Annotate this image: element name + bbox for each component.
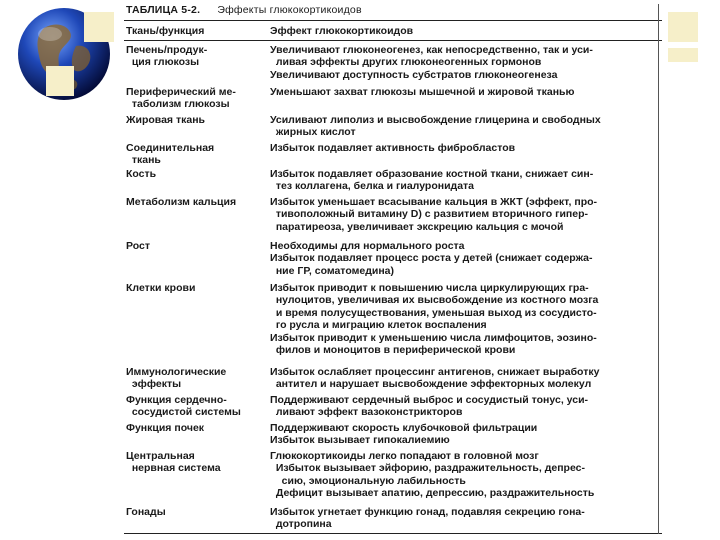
row-tissue: Печень/продук- ция глюкозы [126,44,208,69]
row-tissue: Соединительная ткань [126,142,215,167]
page-edge-line [658,4,659,534]
divider [124,40,662,41]
row-effect: Усиливают липолиз и высвобождение глицерина и свободных жирных кислот [270,114,601,139]
row-tissue: Функция сердечно- сосудистой системы [126,394,241,419]
column-header-effect: Эффект глюкокортикоидов [270,25,414,37]
divider [124,20,662,21]
row-tissue: Периферический ме- таболизм глюкозы [126,86,236,111]
row-effect: Увеличивают глюконеогенез, как непосредственно, так и уси- ливая эффекты других глюконеогенных гормонов Увеличивают доступность субстратов глюконеогенеза [270,44,593,81]
row-tissue: Метаболизм кальция [126,196,237,208]
row-tissue: Жировая ткань [126,114,206,126]
column-header-tissue: Ткань/функция [126,25,205,37]
row-effect: Избыток подавляет активность фибробластов [270,142,516,154]
row-effect: Избыток ослабляет процессинг антигенов, снижает выработку антител и нарушает высвобождение эффекторных молекул [270,366,600,391]
table-caption [126,4,362,16]
row-tissue: Центральная нервная система [126,450,221,475]
row-tissue: Иммунологические эффекты [126,366,227,391]
table-scan [120,0,666,540]
row-effect: Избыток приводит к повышению числа циркулирующих гра- нулоцитов, увеличивая их высвобождение из костного мозга и время полусуществования, уменьшая выход из сосудисто- го русла и миграцию клеток воспаления Избыток приводит к уменьшению числа лимфоцитов, эозино- филов и моноцитов в периферической крови [270,282,599,357]
row-effect: Поддерживают скорость клубочковой фильтрации Избыток вызывает гипокалиемию [270,422,538,447]
row-tissue: Функция почек [126,422,205,434]
decor-square [668,12,698,42]
table-label: ТАБЛИЦА 5-2. [126,4,201,16]
row-effect: Уменьшают захват глюкозы мышечной и жировой тканью [270,86,575,98]
row-tissue: Кость [126,168,157,180]
row-effect: Необходимы для нормального роста Избыток подавляет процесс роста у детей (снижает содержа- ние ГР, соматомедина) [270,240,593,277]
row-tissue: Рост [126,240,150,252]
row-effect: Глюкокортикоиды легко попадают в головной мозг Избыток вызывает эйфорию, раздражительность, депрес- сию, эмоциональную лабильность Дефицит вызывает апатию, депрессию, раздражительность [270,450,595,500]
decor-square [46,66,74,96]
row-effect: Избыток угнетает функцию гонад, подавляя секрецию гона- дотропина [270,506,585,531]
table-title: Эффекты глюкокортикоидов [217,4,362,16]
row-tissue: Гонады [126,506,166,518]
divider [124,533,662,534]
row-effect: Избыток подавляет образование костной ткани, снижает син- тез коллагена, белка и гиалуронидата [270,168,594,193]
row-effect: Избыток уменьшает всасывание кальция в ЖКТ (эффект, про- тивоположный витамину D) с развитием вторичного гипер- паратиреоза, увеличивает экскрецию кальция с мочой [270,196,598,233]
decor-square [84,12,114,42]
decor-square [668,48,698,62]
row-tissue: Клетки крови [126,282,196,294]
row-effect: Поддерживают сердечный выброс и сосудистый тонус, уси- ливают эффект вазоконстрикторов [270,394,589,419]
